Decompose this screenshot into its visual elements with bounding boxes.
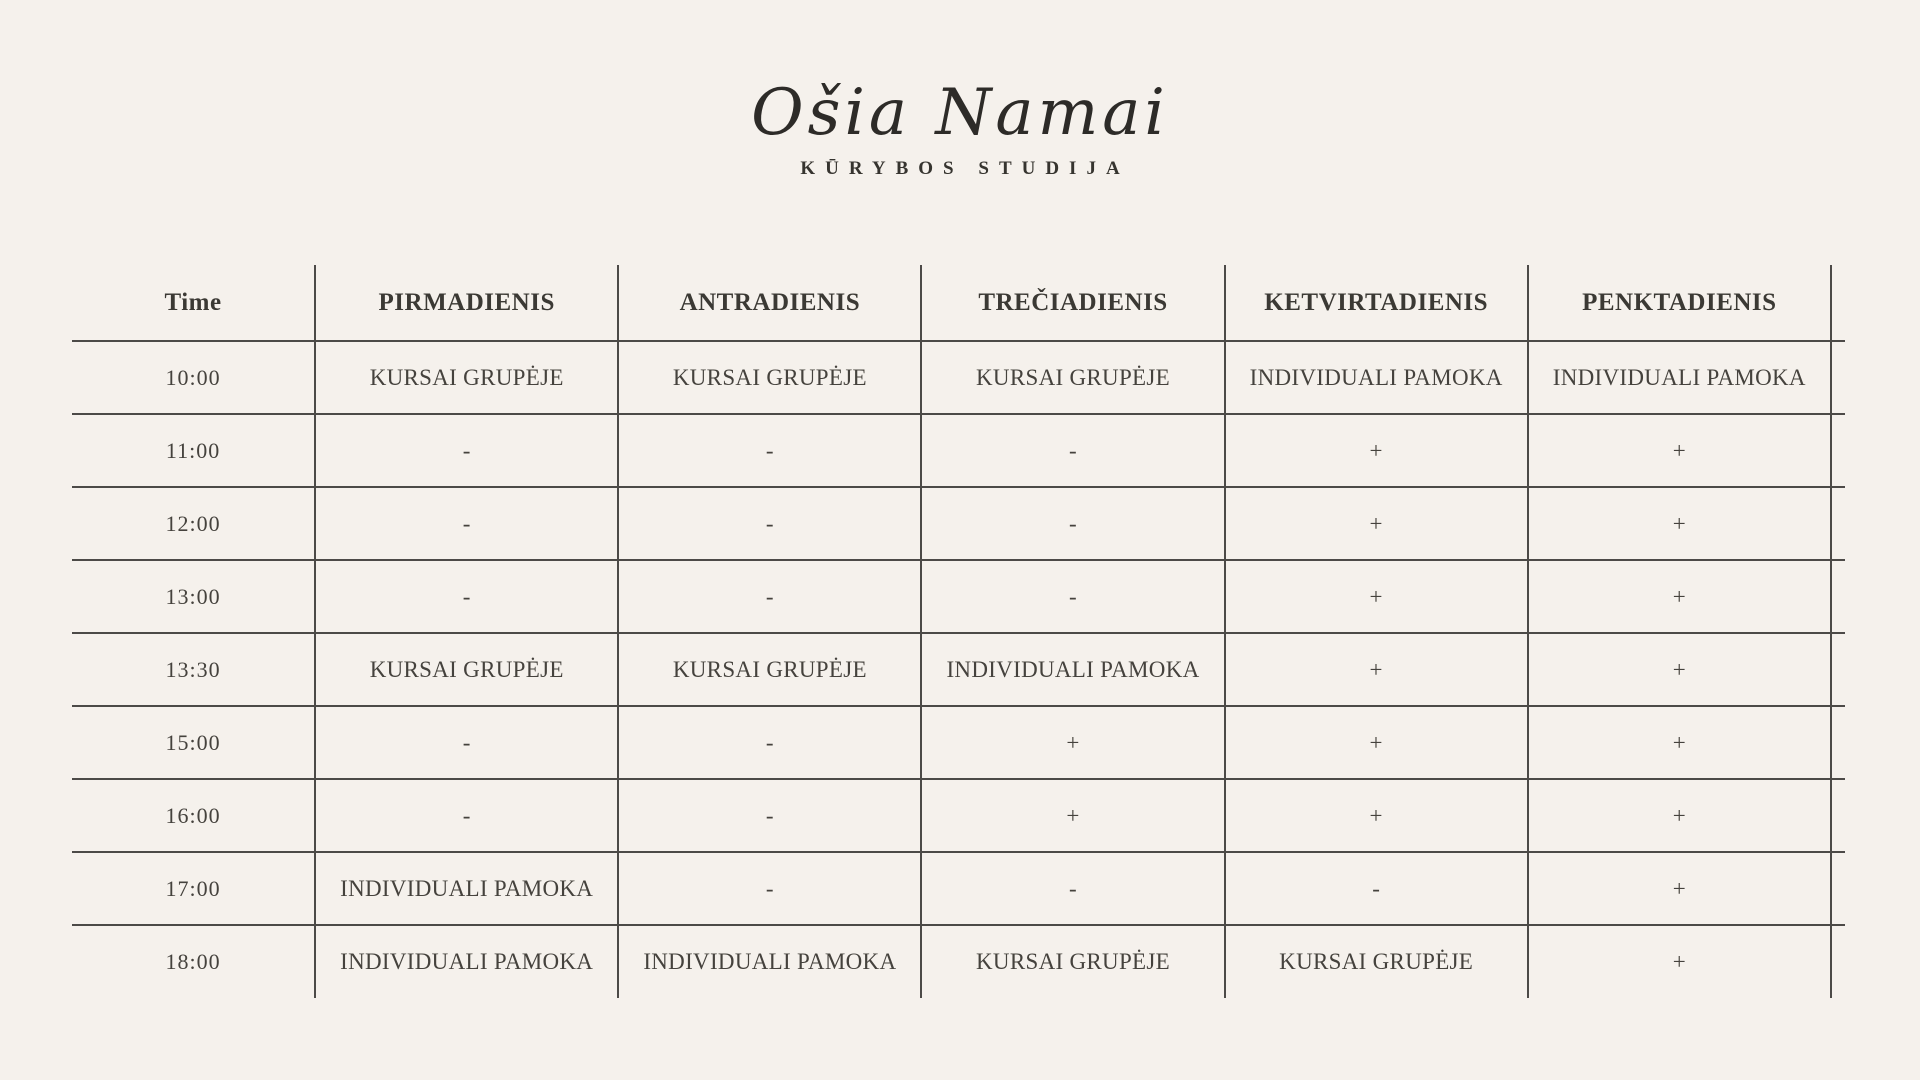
schedule-cell: + bbox=[1225, 414, 1528, 487]
row-right-stub bbox=[1831, 779, 1845, 852]
schedule-cell: - bbox=[921, 852, 1224, 925]
time-cell: 11:00 bbox=[72, 414, 315, 487]
schedule-cell: + bbox=[1528, 779, 1831, 852]
schedule-cell: + bbox=[1225, 560, 1528, 633]
time-cell: 13:00 bbox=[72, 560, 315, 633]
row-right-stub bbox=[1831, 925, 1845, 998]
schedule-cell: - bbox=[315, 414, 618, 487]
schedule-cell: KURSAI GRUPĖJE bbox=[618, 633, 921, 706]
schedule-cell: + bbox=[1225, 633, 1528, 706]
header-right-stub bbox=[1831, 265, 1845, 341]
table-row bbox=[72, 706, 1845, 779]
schedule-cell: + bbox=[1528, 414, 1831, 487]
time-cell: 17:00 bbox=[72, 852, 315, 925]
schedule-cell: KURSAI GRUPĖJE bbox=[618, 341, 921, 414]
schedule-cell: - bbox=[315, 560, 618, 633]
row-right-stub bbox=[1831, 560, 1845, 633]
schedule-cell: + bbox=[1225, 779, 1528, 852]
row-right-stub bbox=[1831, 633, 1845, 706]
row-right-stub bbox=[1831, 706, 1845, 779]
day-column-header: TREČIADIENIS bbox=[921, 265, 1224, 341]
schedule-cell: KURSAI GRUPĖJE bbox=[921, 925, 1224, 998]
schedule-cell: KURSAI GRUPĖJE bbox=[921, 341, 1224, 414]
day-column-header: PENKTADIENIS bbox=[1528, 265, 1831, 341]
schedule-cell: - bbox=[315, 706, 618, 779]
schedule-body bbox=[72, 341, 1845, 998]
schedule-cell: - bbox=[921, 560, 1224, 633]
day-column-header: PIRMADIENIS bbox=[315, 265, 618, 341]
schedule-cell: - bbox=[1225, 852, 1528, 925]
schedule-cell: + bbox=[1528, 633, 1831, 706]
schedule-cell: - bbox=[618, 487, 921, 560]
time-cell: 13:30 bbox=[72, 633, 315, 706]
schedule-cell: + bbox=[1225, 706, 1528, 779]
schedule-cell: INDIVIDUALI PAMOKA bbox=[315, 852, 618, 925]
day-column-header: ANTRADIENIS bbox=[618, 265, 921, 341]
schedule-cell: - bbox=[921, 487, 1224, 560]
time-cell: 18:00 bbox=[72, 925, 315, 998]
schedule-cell: - bbox=[921, 414, 1224, 487]
table-row bbox=[72, 633, 1845, 706]
schedule-section bbox=[72, 265, 1845, 998]
brand-header bbox=[0, 78, 1920, 180]
time-column-header: Time bbox=[72, 265, 315, 341]
schedule-cell: - bbox=[618, 779, 921, 852]
studio-subtitle: KŪRYBOS STUDIJA bbox=[800, 158, 1130, 180]
row-right-stub bbox=[1831, 487, 1845, 560]
table-row bbox=[72, 414, 1845, 487]
table-row bbox=[72, 852, 1845, 925]
schedule-cell: + bbox=[1528, 706, 1831, 779]
table-row bbox=[72, 560, 1845, 633]
schedule-cell: - bbox=[618, 414, 921, 487]
schedule-cell: KURSAI GRUPĖJE bbox=[315, 633, 618, 706]
studio-logo-script: Ošia Namai bbox=[751, 76, 1169, 150]
schedule-table bbox=[72, 265, 1845, 998]
row-right-stub bbox=[1831, 414, 1845, 487]
schedule-cell: + bbox=[1528, 852, 1831, 925]
schedule-cell: - bbox=[618, 706, 921, 779]
table-row bbox=[72, 925, 1845, 998]
schedule-cell: + bbox=[1225, 487, 1528, 560]
row-right-stub bbox=[1831, 341, 1845, 414]
day-column-header: KETVIRTADIENIS bbox=[1225, 265, 1528, 341]
time-cell: 12:00 bbox=[72, 487, 315, 560]
table-row bbox=[72, 341, 1845, 414]
schedule-cell: - bbox=[618, 560, 921, 633]
header-row bbox=[72, 265, 1845, 341]
schedule-cell: - bbox=[315, 779, 618, 852]
time-cell: 15:00 bbox=[72, 706, 315, 779]
schedule-cell: INDIVIDUALI PAMOKA bbox=[315, 925, 618, 998]
schedule-cell: INDIVIDUALI PAMOKA bbox=[921, 633, 1224, 706]
schedule-cell: + bbox=[1528, 560, 1831, 633]
schedule-cell: - bbox=[315, 487, 618, 560]
schedule-cell: + bbox=[1528, 925, 1831, 998]
schedule-cell: INDIVIDUALI PAMOKA bbox=[1225, 341, 1528, 414]
row-right-stub bbox=[1831, 852, 1845, 925]
time-cell: 16:00 bbox=[72, 779, 315, 852]
schedule-cell: + bbox=[921, 779, 1224, 852]
schedule-cell: INDIVIDUALI PAMOKA bbox=[1528, 341, 1831, 414]
schedule-cell: + bbox=[1528, 487, 1831, 560]
table-row bbox=[72, 487, 1845, 560]
schedule-cell: KURSAI GRUPĖJE bbox=[1225, 925, 1528, 998]
schedule-cell: KURSAI GRUPĖJE bbox=[315, 341, 618, 414]
table-row bbox=[72, 779, 1845, 852]
time-cell: 10:00 bbox=[72, 341, 315, 414]
schedule-cell: - bbox=[618, 852, 921, 925]
schedule-cell: INDIVIDUALI PAMOKA bbox=[618, 925, 921, 998]
schedule-cell: + bbox=[921, 706, 1224, 779]
